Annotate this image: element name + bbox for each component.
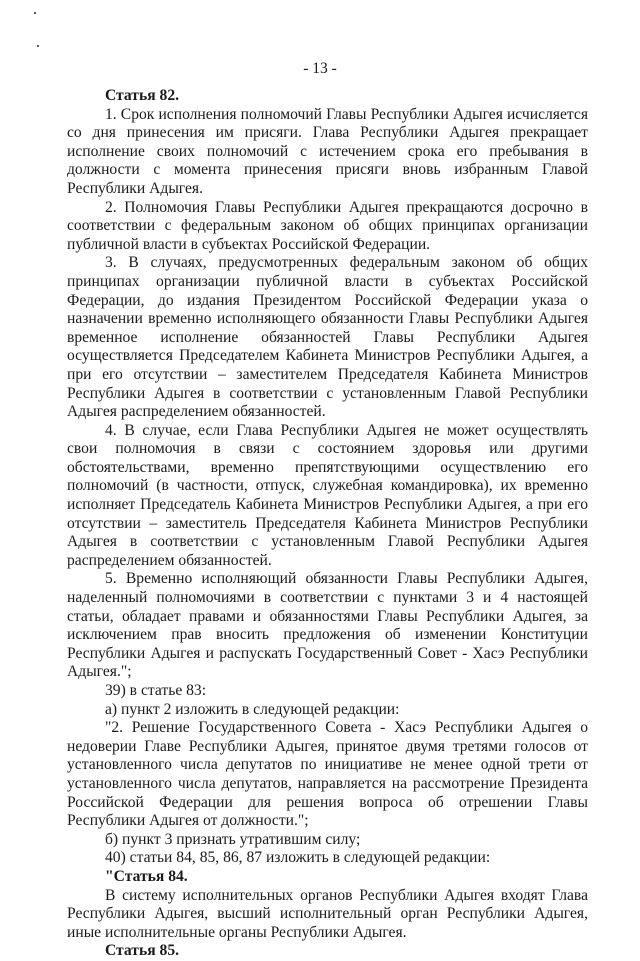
scan-speck xyxy=(37,45,39,47)
paragraph: 40) статьи 84, 85, 86, 87 изложить в следующей редакции: xyxy=(105,849,491,867)
paragraph: а) пункт 2 изложить в следующей редакции: xyxy=(105,700,400,718)
paragraph: 1. Срок исполнения полномочий Главы Республики Адыгея исчисляется со дня принесения им присяги. Глава Республики Адыгея прекращает исполнение своих полномочий с истечением срока его пребывания в должности с момента принесения присяги вновь избранным Главой Республики Адыгея. xyxy=(67,105,588,197)
paragraph: б) пункт 3 признать утратившим силу; xyxy=(105,830,361,848)
scan-speck xyxy=(34,12,36,14)
article-heading: Статья 82. xyxy=(105,87,180,104)
paragraph: В систему исполнительных органов Республики Адыгея входят Глава Республики Адыгея, высший исполнительный орган Республики Адыгея, иные исполнительные органы Республики Адыгея. xyxy=(67,886,588,941)
paragraph: 5. Временно исполняющий обязанности Главы Республики Адыгея, наделенный полномочиями в соответствии с пунктами 3 и 4 настоящей статьи, обладает правами и обязанностями Главы Республики Адыгея, за исключением прав вносить предложения об изменении Конституции Республики Адыгея и распускать Государственный Совет - Хасэ Республики Адыгея."; xyxy=(67,570,588,681)
paragraph: 2. Полномочия Главы Республики Адыгея прекращаются досрочно в соответствии с федеральным законом об общих принципах организации публичной власти в субъектах Российской Федерации. xyxy=(67,198,588,253)
page-number: - 13 - xyxy=(303,60,337,77)
document-body xyxy=(67,87,588,961)
paragraph: "2. Решение Государственного Совета - Хасэ Республики Адыгея о недоверии Главе Республики Адыгея, принятое двумя третями голосов от установленного числа депутатов по инициативе не менее одной трети от установленного числа депутатов, направляется на рассмотрение Президента Российской Федерации для решения вопроса об отрешении Главы Республики Адыгея от должности."; xyxy=(67,719,588,830)
article-heading: Статья 85. xyxy=(105,942,180,960)
paragraph: 39) в статье 83: xyxy=(105,682,207,699)
paragraph: 3. В случаях, предусмотренных федеральным законом об общих принципах организации публичной власти в субъектах Российской Федерации, до издания Президентом Российской Федерации указа о назначении временно исполняющего обязанности Главы Республики Адыгея временное исполнение обязанностей Главы Республики Адыгея осуществляется Председателем Кабинета Министров Республики Адыгея, а при его отсутствии – заместителем Председателя Кабинета Министров Республики Адыгея в соответствии с установленным Главой Республики Адыгея распределением обязанностей. xyxy=(67,254,588,421)
article-heading: "Статья 84. xyxy=(105,867,188,885)
paragraph: 4. В случае, если Глава Республики Адыгея не может осуществлять свои полномочия в связи с состоянием здоровья или другими обстоятельствами, временно препятствующими осуществлению его полномочий (в частности, отпуск, служебная командировка), их временно исполняет Председатель Кабинета Министров Республики Адыгея, а при его отсутствии – заместитель Председателя Кабинета Министров Республики Адыгея в соответствии с установленным Главой Республики Адыгея распределением обязанностей. xyxy=(67,421,588,569)
